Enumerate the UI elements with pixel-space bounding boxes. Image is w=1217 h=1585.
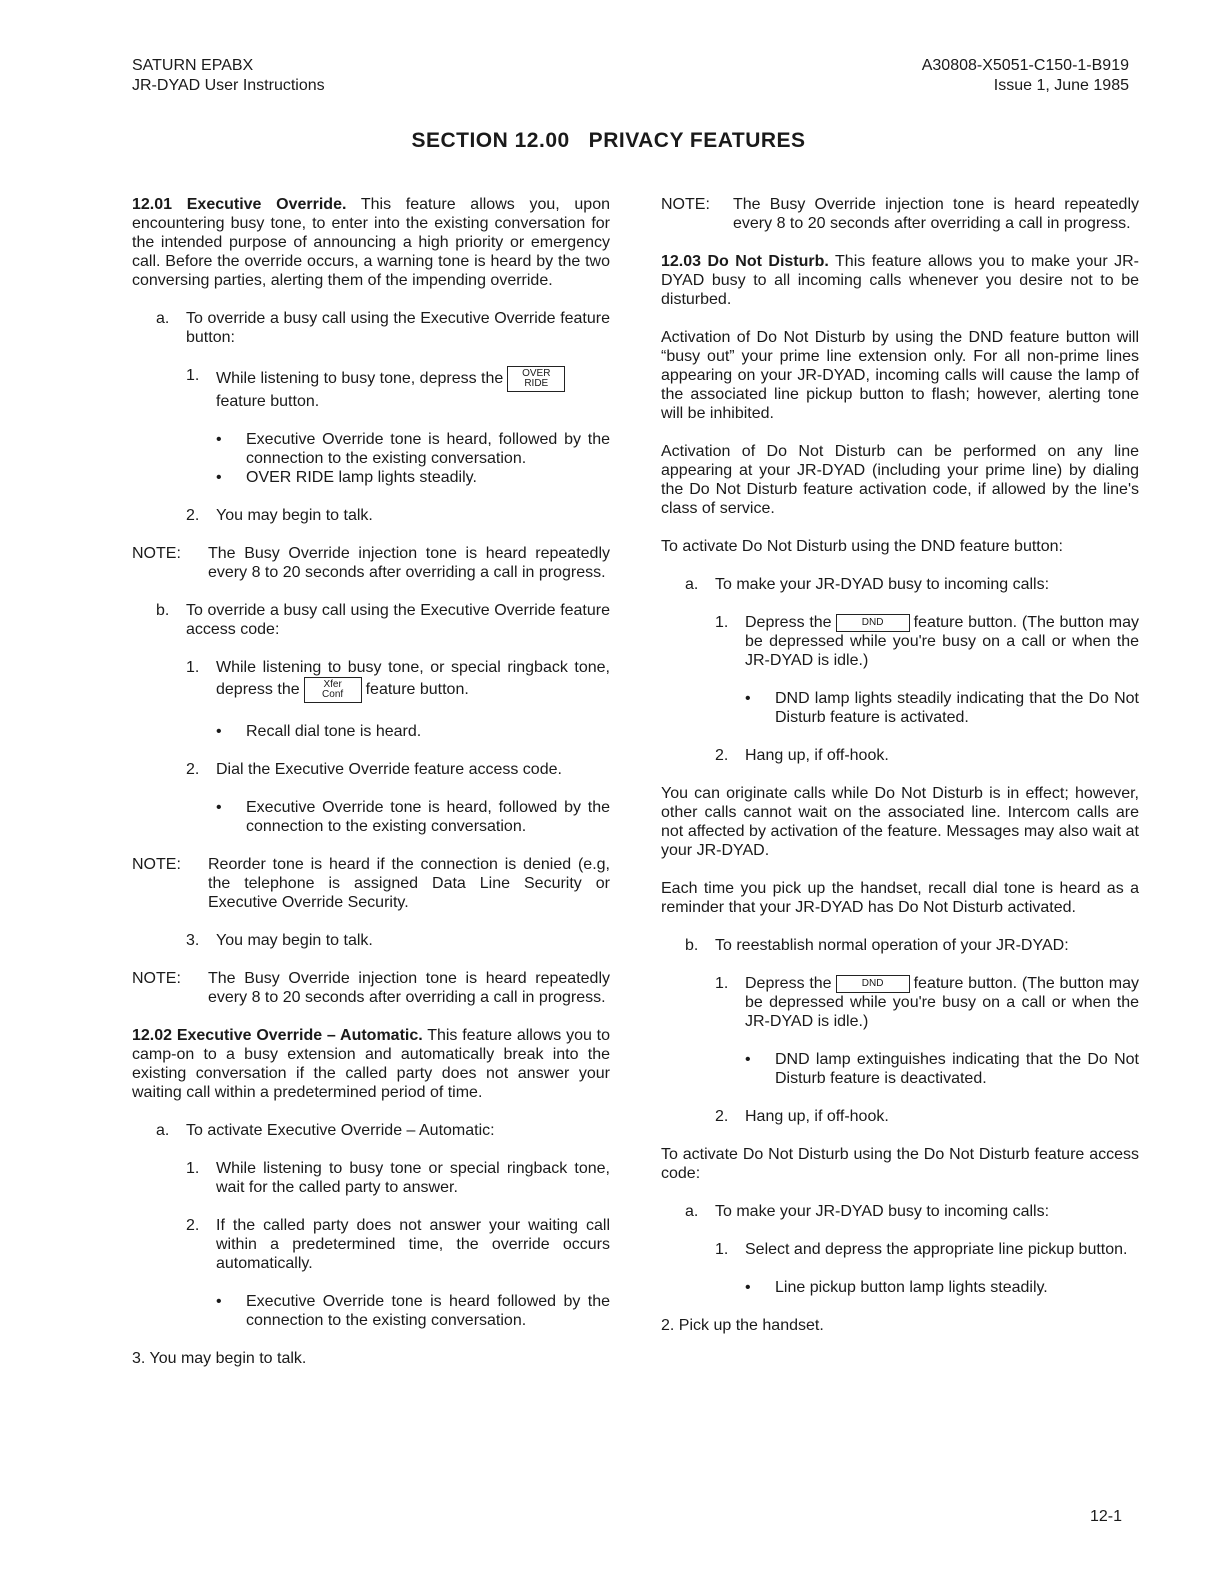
dnd-code-step-a-label: a. (685, 1203, 699, 1220)
note-right-label: NOTE: (661, 196, 710, 213)
bullet-icon: • (216, 723, 222, 740)
bullet-icon: • (216, 1293, 222, 1310)
dnd-bullet-b1-text: DND lamp extinguishes indicating that the Do Not Disturb feature is deactivated. (775, 1051, 1139, 1087)
step-b1-label: 1. (186, 659, 200, 676)
page-number: 12-1 (1090, 1508, 1123, 1525)
dnd-step-b1 (715, 974, 1139, 1031)
dnd-bullet-b1 (745, 1050, 1139, 1088)
header-product: SATURN EPABX (132, 57, 254, 74)
dnd-step-a2 (715, 746, 1139, 765)
step-auto-a-label: a. (156, 1122, 170, 1139)
dnd-step-a1-post: feature button. (The button may be depressed while you're busy on a call or when the JR-DYAD is idle.) (745, 614, 1140, 669)
bullet-a1-1 (216, 430, 610, 468)
header-right (922, 56, 1129, 96)
step-b1 (186, 658, 610, 703)
step-a1-post: feature button. (216, 393, 320, 410)
section-12-01 (132, 195, 610, 290)
bullet-icon: • (745, 1279, 751, 1296)
dnd-step-b-label: b. (685, 937, 699, 954)
dnd-step-b-text: To reestablish normal operation of your JR-DYAD: (715, 937, 1069, 954)
dnd-bullet-a1 (745, 689, 1139, 727)
dnd-code-bullet-1-text: Line pickup button lamp lights steadily. (775, 1279, 1048, 1296)
step-a1-pre: While listening to busy tone, depress the (216, 370, 504, 388)
dnd-step-a1-text (745, 613, 1139, 670)
step-auto-2-text: If the called party does not answer your waiting call within a predetermined time, the override occurs automatically. (216, 1217, 610, 1272)
step-auto-a (156, 1121, 610, 1140)
bullet-auto-2-1-text: Executive Override tone is heard followed by the connection to the existing conversation. (246, 1293, 610, 1329)
bullet-icon: • (216, 799, 222, 816)
header-issue: Issue 1, June 1985 (993, 77, 1129, 94)
section-12-01-heading: 12.01 Executive Override. (132, 196, 347, 213)
step-b1-pre: While listening to busy tone, or special ringback tone, depress the (216, 659, 610, 699)
over-ride-key-line1: OVER (522, 368, 551, 379)
step-auto-a-text: To activate Executive Override – Automatic: (186, 1122, 495, 1139)
dnd-para-3: To activate Do Not Disturb using the DND feature button: (661, 538, 1063, 555)
dnd-bullet-a1-text: DND lamp lights steadily indicating that the Do Not Disturb feature is activated. (775, 690, 1139, 726)
section-12-01-body: This feature allows you, upon encountering busy tone, to enter into the existing conversation for the intended purpose of announcing a high priority or emergency call. Before the override occurs, a warning tone is heard by the two conversing parties, alerting them of the impending override. (132, 196, 610, 289)
right-column (661, 195, 1139, 1335)
step-b1-post: feature button. (365, 681, 469, 699)
section-12-03-heading: 12.03 Do Not Disturb. (661, 253, 829, 270)
bullet-icon: • (745, 690, 751, 707)
step-a1 (186, 366, 610, 411)
note-1-text: The Busy Override injection tone is heard repeatedly every 8 to 20 seconds after overriding a call in progress. (208, 545, 610, 581)
section-12-02-body: This feature allows you to camp-on to a busy extension and automatically break into the existing conversation if the called party does not answer your waiting call within a predetermined period of time. (132, 1027, 610, 1101)
note-1-label: NOTE: (132, 545, 181, 562)
dnd-code-bullet-1 (745, 1278, 1139, 1297)
note-right (661, 195, 1139, 233)
step-auto-1-label: 1. (186, 1160, 200, 1177)
section-12-03 (661, 252, 1139, 309)
note-3 (132, 969, 610, 1007)
xfer-conf-key-line2: Conf (322, 689, 344, 700)
header-doc-title: JR-DYAD User Instructions (132, 77, 325, 94)
dnd-key: DND (836, 614, 910, 632)
section-12-02-heading: 12.02 Executive Override – Automatic. (132, 1027, 423, 1044)
dnd-step-a1 (715, 613, 1139, 670)
left-column (132, 195, 610, 1368)
over-ride-key (507, 366, 565, 392)
step-a1-label: 1. (186, 367, 200, 384)
dnd-step-a (685, 575, 1139, 594)
bullet-auto-2-1 (216, 1292, 610, 1330)
dnd-code-step-1-label: 1. (715, 1241, 729, 1258)
dnd-key-2: DND (836, 975, 910, 993)
step-b (156, 601, 610, 639)
step-b-label: b. (156, 602, 170, 619)
dnd-step-b (685, 936, 1139, 955)
dnd-para-2: Activation of Do Not Disturb can be performed on any line appearing at your JR-DYAD (including your prime line) by dialing the Do Not Disturb feature activation code, if allowed by the line's class of service. (661, 443, 1139, 517)
bullet-a1-1-text: Executive Override tone is heard, followed by the connection to the existing conversation. (246, 431, 610, 467)
header-left (132, 56, 325, 96)
dnd-step-b2-label: 2. (715, 1108, 729, 1125)
dnd-step-b1-pre: Depress the (745, 975, 832, 992)
dnd-step-b1-post: feature button. (The button may be depressed while you're busy on a call or when the JR-DYAD is idle.) (745, 975, 1140, 1030)
dnd-step-a2-text: Hang up, if off-hook. (745, 747, 889, 764)
section-title: SECTION 12.00 PRIVACY FEATURES (411, 129, 806, 152)
step-b2-text: Dial the Executive Override feature access code. (216, 761, 562, 778)
step-auto-2 (186, 1216, 610, 1273)
bullet-a1-2-text: OVER RIDE lamp lights steadily. (246, 469, 477, 486)
dnd-step-a2-label: 2. (715, 747, 729, 764)
bullet-icon: • (216, 469, 222, 486)
note-2 (132, 855, 610, 912)
dnd-code-step-1 (715, 1240, 1139, 1259)
dnd-step-a-text: To make your JR-DYAD busy to incoming calls: (715, 576, 1050, 593)
dnd-code-step-2: 2. Pick up the handset. (661, 1317, 824, 1334)
step-a2-text: You may begin to talk. (216, 507, 373, 524)
section-12-03-body: This feature allows you to make your JR-DYAD busy to all incoming calls whenever you desire not to be disturbed. (661, 253, 1139, 308)
note-1 (132, 544, 610, 582)
header-doc-number: A30808-X5051-C150-1-B919 (921, 57, 1129, 74)
step-a2 (186, 506, 610, 525)
note-3-label: NOTE: (132, 970, 181, 987)
step-b-text: To override a busy call using the Executive Override feature access code: (186, 602, 610, 638)
dnd-code-step-a (685, 1202, 1139, 1221)
bullet-icon: • (745, 1051, 751, 1068)
step-b3 (186, 931, 610, 950)
step-b2-label: 2. (186, 761, 200, 778)
step-a-label: a. (156, 310, 170, 327)
step-b1-text (216, 658, 610, 703)
dnd-para-1: Activation of Do Not Disturb by using the DND feature button will “busy out” your prime line extension only. For all non-prime lines appearing on your JR-DYAD, incoming calls will cause the lamp of the associated line pickup button to flash; however, alerting tone will be inhibited. (661, 329, 1139, 422)
dnd-step-b1-label: 1. (715, 975, 729, 992)
step-b3-label: 3. (186, 932, 200, 949)
note-2-label: NOTE: (132, 856, 181, 873)
bullet-a1-2 (216, 468, 610, 487)
dnd-step-b2-text: Hang up, if off-hook. (745, 1108, 889, 1125)
step-b2 (186, 760, 610, 779)
section-12-02 (132, 1026, 610, 1102)
dnd-code-step-a-text: To make your JR-DYAD busy to incoming calls: (715, 1203, 1050, 1220)
step-auto-2-label: 2. (186, 1217, 200, 1234)
step-a1-text (216, 366, 610, 411)
dnd-para-5: Each time you pick up the handset, recall dial tone is heard as a reminder that your JR-DYAD has Do Not Disturb activated. (661, 880, 1139, 916)
step-auto-3: 3. You may begin to talk. (132, 1350, 307, 1367)
dnd-step-a1-pre: Depress the (745, 614, 832, 631)
note-2-text: Reorder tone is heard if the connection is denied (e.g, the telephone is assigned Data Line Security or Executive Override Security. (208, 856, 610, 911)
note-3-text: The Busy Override injection tone is heard repeatedly every 8 to 20 seconds after overriding a call in progress. (208, 970, 610, 1006)
bullet-b1-1-text: Recall dial tone is heard. (246, 723, 422, 740)
step-auto-1-text: While listening to busy tone or special ringback tone, wait for the called party to answer. (216, 1160, 610, 1196)
bullet-b2-1-text: Executive Override tone is heard, followed by the connection to the existing conversation. (246, 799, 610, 835)
bullet-b1-1 (216, 722, 610, 741)
dnd-step-b2 (715, 1107, 1139, 1126)
dnd-step-b1-text (745, 974, 1139, 1031)
dnd-para-6: To activate Do Not Disturb using the Do Not Disturb feature access code: (661, 1146, 1139, 1182)
step-a (156, 309, 610, 347)
dnd-step-a1-label: 1. (715, 614, 729, 631)
step-auto-1 (186, 1159, 610, 1197)
xfer-conf-key (304, 677, 362, 703)
dnd-step-a-label: a. (685, 576, 699, 593)
over-ride-key-line2: RIDE (524, 378, 549, 389)
dnd-para-4: You can originate calls while Do Not Disturb is in effect; however, other calls cannot wait on the associated line. Intercom calls are not affected by activation of the feature. Messages may also wait at your JR-DYAD. (661, 785, 1139, 859)
note-right-text: The Busy Override injection tone is heard repeatedly every 8 to 20 seconds after overriding a call in progress. (733, 196, 1139, 232)
dnd-code-step-1-text: Select and depress the appropriate line pickup button. (745, 1241, 1128, 1258)
bullet-icon: • (216, 431, 222, 448)
bullet-b2-1 (216, 798, 610, 836)
xfer-conf-key-line1: Xfer (323, 679, 342, 690)
step-a-text: To override a busy call using the Executive Override feature button: (186, 310, 610, 346)
step-b3-text: You may begin to talk. (216, 932, 373, 949)
step-a2-label: 2. (186, 507, 200, 524)
